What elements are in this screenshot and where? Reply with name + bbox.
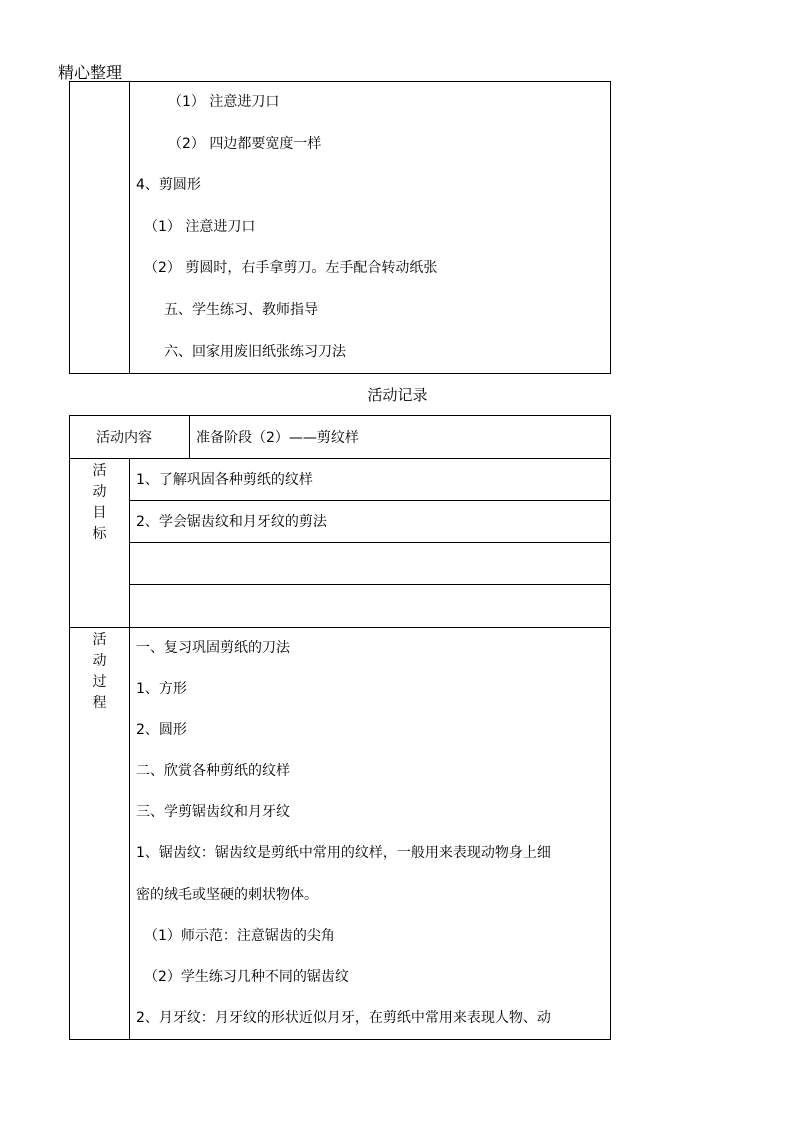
step-line: 六、回家用废旧纸张练习刀法 — [164, 343, 346, 360]
step-line: 五、学生练习、教师指导 — [164, 301, 318, 318]
process-line: 一、复习巩固剪纸的刀法 — [136, 640, 290, 656]
process-line: 密的绒毛或坚硬的刺状物体。 — [136, 886, 318, 903]
plan-table — [69, 81, 611, 374]
content-label: 活动内容 — [70, 416, 190, 459]
process-line: 三、学剪锯齿纹和月牙纹 — [136, 804, 290, 821]
step-line: （2） 四边都要宽度一样 — [168, 135, 322, 152]
process-line: 1、锯齿纹：锯齿纹是剪纸中常用的纹样，一般用来表现动物身上细 — [136, 845, 551, 862]
process-label-char: 过 — [92, 674, 107, 690]
goal-item — [130, 585, 611, 628]
blank-label-cell — [70, 82, 130, 374]
process-cell — [130, 628, 611, 1040]
step-line: （2） 剪圆时，右手拿剪刀。左手配合转动纸张 — [144, 260, 438, 277]
plan-steps-cell — [130, 82, 611, 374]
step-line: （1） 注意进刀口 — [168, 94, 280, 110]
goals-label-char: 标 — [92, 526, 107, 542]
process-line: （2）学生练习几种不同的锯齿纹 — [144, 968, 349, 985]
process-line: 2、月牙纹：月牙纹的形状近似月牙，在剪纸中常用来表现人物、动 — [136, 1009, 551, 1026]
goals-label-char: 活 — [92, 463, 107, 479]
goal-item: 2、学会锯齿纹和月牙纹的剪法 — [130, 501, 611, 543]
process-line: 1、方形 — [136, 681, 187, 698]
process-line: （1）师示范：注意锯齿的尖角 — [144, 927, 335, 944]
process-label — [70, 628, 130, 1040]
process-label-char: 动 — [92, 653, 107, 669]
activity-record-table — [69, 415, 611, 1040]
process-line: 二、欣赏各种剪纸的纹样 — [136, 763, 290, 780]
process-label-char: 程 — [92, 695, 107, 711]
goal-item: 1、了解巩固各种剪纸的纹样 — [130, 459, 611, 501]
step-line: 4、剪圆形 — [136, 177, 201, 194]
step-line: （1） 注意进刀口 — [144, 218, 256, 235]
goals-label-char: 动 — [92, 484, 107, 500]
page-header: 精心整理 — [58, 63, 123, 82]
process-label-char: 活 — [92, 632, 107, 648]
content-value: 准备阶段（2）——剪纹样 — [190, 416, 611, 459]
goals-label — [70, 459, 130, 628]
table-caption: 活动记录 — [367, 386, 428, 404]
process-line: 2、圆形 — [136, 722, 187, 739]
goal-item — [130, 543, 611, 585]
goals-label-char: 目 — [92, 505, 107, 521]
